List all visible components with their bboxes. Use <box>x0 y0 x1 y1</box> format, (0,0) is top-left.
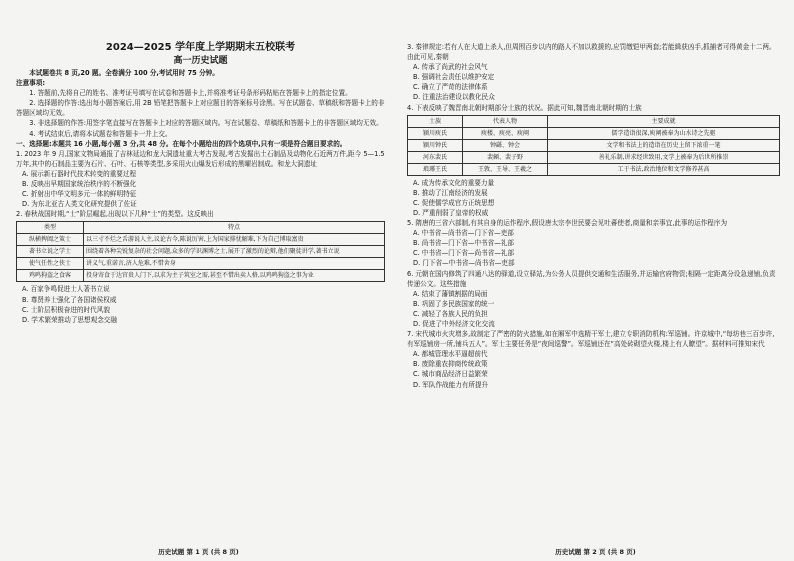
question-6-stem: 6. 元朝在国内修筑了四通八达的驿道,设立驿站,为公务人员提供交通和生活服务,并运输官府物资;相隔一定距离分设急递铺,负责传递公文。这些措施 <box>407 269 776 288</box>
question-1-option-b: B. 反映出早期国家统治秩序的不断强化 <box>22 180 137 189</box>
table-cell: 投身寄食于达官贵人门下,以求为主子筑室之需,甚至不惜出卖人格,以鸡鸣狗盗之事为业 <box>84 270 385 282</box>
table-cell: 儒学造诣很深,庾阐被奉为山水诗之先驱 <box>548 127 780 139</box>
question-7-option-d: D. 军队作战能力有所提升 <box>413 380 489 389</box>
table-row <box>17 270 385 282</box>
table-cell: 讲义气,重诺言,济人危难,不惜舍身 <box>84 258 385 270</box>
question-4-option-b: B. 推动了江南经济的发展 <box>413 188 488 197</box>
question-4-table <box>407 115 780 176</box>
table-cell: 工于书法,政治地位和文学修养甚高 <box>548 163 780 175</box>
note-1: 1. 答题前,先将自己的姓名、准考证号填写在试卷和答题卡上,并将准考证号条形码粘贴在答题卡上的指定位置。 <box>29 89 352 98</box>
question-4-option-a: A. 成为传承文化的重要力量 <box>413 178 495 187</box>
question-3-option-d: D. 注重法治建设以教化民众 <box>413 93 495 102</box>
question-1-option-c: C. 折射出中华文明多元一体的鲜明特征 <box>22 190 137 199</box>
exam-intro: 本试题卷共 8 页,20 题。全卷满分 100 分,考试用时 75 分钟。 <box>29 69 219 77</box>
table-header-achievements: 主要成就 <box>548 115 780 127</box>
question-1-option-a: A. 展示新石器时代技术转变的重要过程 <box>22 169 137 178</box>
table-cell: 以三寸不烂之舌游说人主,议论古今,陈说厉害,上为国家排忧解难,下为自己博取富贵 <box>84 234 385 246</box>
table-row <box>408 163 780 175</box>
table-cell: 著书立说之学士 <box>17 246 84 258</box>
question-2-table <box>16 221 385 282</box>
table-cell: 围绕着各种尖锐复杂的社会问题,众多的学识渊博之士,展开了激烈的论辩,他们聚徒讲学,著书立说 <box>84 246 385 258</box>
table-cell: 使气任性之侠士 <box>17 258 84 270</box>
table-cell: 钟繇、钟会 <box>463 139 548 151</box>
table-cell: 鸡鸣狗盗之食客 <box>17 270 84 282</box>
question-2-stem: 2. 春秋战国时期,“士”阶层崛起,出现以下几种“士”的类型。这反映出 <box>16 210 214 219</box>
question-6-option-a: A. 结束了藩镇割据的局面 <box>413 289 488 298</box>
question-1-option-d: D. 为东北亚古人类文化研究提供了佐证 <box>22 200 137 209</box>
table-cell: 颍川庾氏 <box>408 127 463 139</box>
table-cell: 裴頠、裴子野 <box>463 151 548 163</box>
table-row <box>408 127 780 139</box>
question-2-option-c: C. 士阶层积极奋进的时代风貌 <box>22 305 110 314</box>
question-6-option-c: C. 减轻了各族人民的负担 <box>413 309 488 318</box>
question-5-stem: 5. 隋唐的三省六部制,有其自身的运作程序,假设唐太宗李世民要会见吐蕃使者,商量和亲事宜,此事的运作程序为 <box>407 219 728 228</box>
table-row <box>408 151 780 163</box>
question-3-option-c: C. 确立了严苛的法律体系 <box>413 83 488 92</box>
exam-subtitle: 高一历史试题 <box>173 56 228 66</box>
question-1-stem: 1. 2023 年 9 月,国家文物局通报了吉林延边和龙大洞遗址重大考古发现,考古发掘出土石制品及动物化石近两万件,距今 5—1.5 万年,其中的石制品主要为石片、石叶、石核等类型,多采用火山爆发后形成的黑曜岩制成。和龙大洞遗址 <box>16 149 385 168</box>
table-cell: 庾楼、庾亮、庾阐 <box>463 127 548 139</box>
page-1-footer: 历史试题 第 1 页 (共 8 页) <box>158 548 239 556</box>
question-5-option-a: A. 中书省—尚书省—门下省—吏部 <box>413 229 514 238</box>
table-row <box>17 234 385 246</box>
exam-title: 2024—2025 学年度上学期期末五校联考 <box>105 42 296 53</box>
question-4-stem: 4. 下表反映了魏晋南北朝时期部分士族的状况。据此可知,魏晋南北朝时期的士族 <box>407 103 642 112</box>
table-cell: 文学和书法上的造诣在历史上留下浓重一笔 <box>548 139 780 151</box>
question-6-option-b: B. 巩固了多民族国家的统一 <box>413 299 495 308</box>
note-2: 2. 选择题的作答:选出每小题答案后,用 2B 铅笔把答题卡上对应题目的答案标号涂黑。写在试题卷、草稿纸和答题卡上的非答题区域均无效。 <box>16 99 385 118</box>
table-header-figures: 代表人物 <box>463 115 548 127</box>
table-header-feature: 特点 <box>84 222 385 234</box>
question-5-option-c: C. 中书省—门下省—尚书省—礼部 <box>413 249 515 258</box>
table-cell: 河东裴氏 <box>408 151 463 163</box>
note-3: 3. 非选择题的作答:用签字笔直接写在答题卡上对应的答题区域内。写在试题卷、草稿纸和答题卡上的非答题区域均无效。 <box>29 119 383 128</box>
notes-heading: 注意事项: <box>16 79 46 88</box>
table-row <box>408 139 780 151</box>
question-2-option-a: A. 百家争鸣促进士人著书立说 <box>22 285 110 294</box>
question-5-option-d: D. 门下省—中书省—尚书省—吏部 <box>413 259 515 268</box>
question-3-option-b: B. 强调社会责任以维护安定 <box>413 73 495 82</box>
question-4-option-c: C. 促使儒学成官方正统思想 <box>413 198 495 207</box>
table-cell: 琅琊王氏 <box>408 163 463 175</box>
question-7-stem: 7. 宋代城市火灾增多,故制定了严密的防火措施,如在厢军中选精干军士,建立专职消防机构:军巡铺。许京城中,“每坊巷三百步许,有军巡铺房一所,铺兵五人”。军士主要任务是“夜间巡警”。军巡铺还在“高处砖砌望火楼,楼上有人瞭望”。据材料可推知宋代 <box>407 330 775 349</box>
table-cell: 善礼乐制,讲求经世致用,文学上被奉为后世所推崇 <box>548 151 780 163</box>
question-6-option-d: D. 促进了中外经济文化交流 <box>413 319 495 328</box>
note-4: 4. 考试结束后,请将本试题卷和答题卡一并上交。 <box>29 129 172 138</box>
question-5-option-b: B. 尚书省—门下省—中书省—礼部 <box>413 239 515 248</box>
question-7-option-b: B. 废除重农抑商传统政策 <box>413 360 488 369</box>
section-1-heading: 一、选择题:本题共 16 小题,每小题 3 分,共 48 分。在每个小题给出的四个选项中,只有一项是符合题目要求的。 <box>16 139 347 148</box>
question-7-option-a: A. 都城管理水平逼超前代 <box>413 350 488 359</box>
question-7-option-c: C. 城市商品经济日益繁荣 <box>413 370 488 379</box>
table-cell: 王敦、王导、王羲之 <box>463 163 548 175</box>
question-2-option-d: D. 学术繁荣推动了思想观念交融 <box>22 315 117 324</box>
exam-page-2 <box>397 0 794 561</box>
page-2-footer: 历史试题 第 2 页 (共 8 页) <box>555 548 636 556</box>
table-header-clan: 士族 <box>408 115 463 127</box>
table-header-type: 类型 <box>17 222 84 234</box>
question-2-option-b: B. 尊贤养士强化了各国诸侯权威 <box>22 295 117 304</box>
table-row <box>17 258 385 270</box>
question-4-option-d: D. 严重削弱了皇帝的权威 <box>413 208 489 217</box>
table-cell: 颍川钟氏 <box>408 139 463 151</box>
question-3-option-a: A. 传承了尚武的社会风气 <box>413 63 488 72</box>
question-3-stem: 3. 秦律规定:若有人在大道上杀人,但周围百步以内的路人不加以救援的,应罚缴铠甲两套;若能緝获凶手,抓捕者可得黄金十二两。由此可见,秦朝 <box>407 43 776 62</box>
table-row <box>17 246 385 258</box>
table-cell: 纵横捭阖之策士 <box>17 234 84 246</box>
